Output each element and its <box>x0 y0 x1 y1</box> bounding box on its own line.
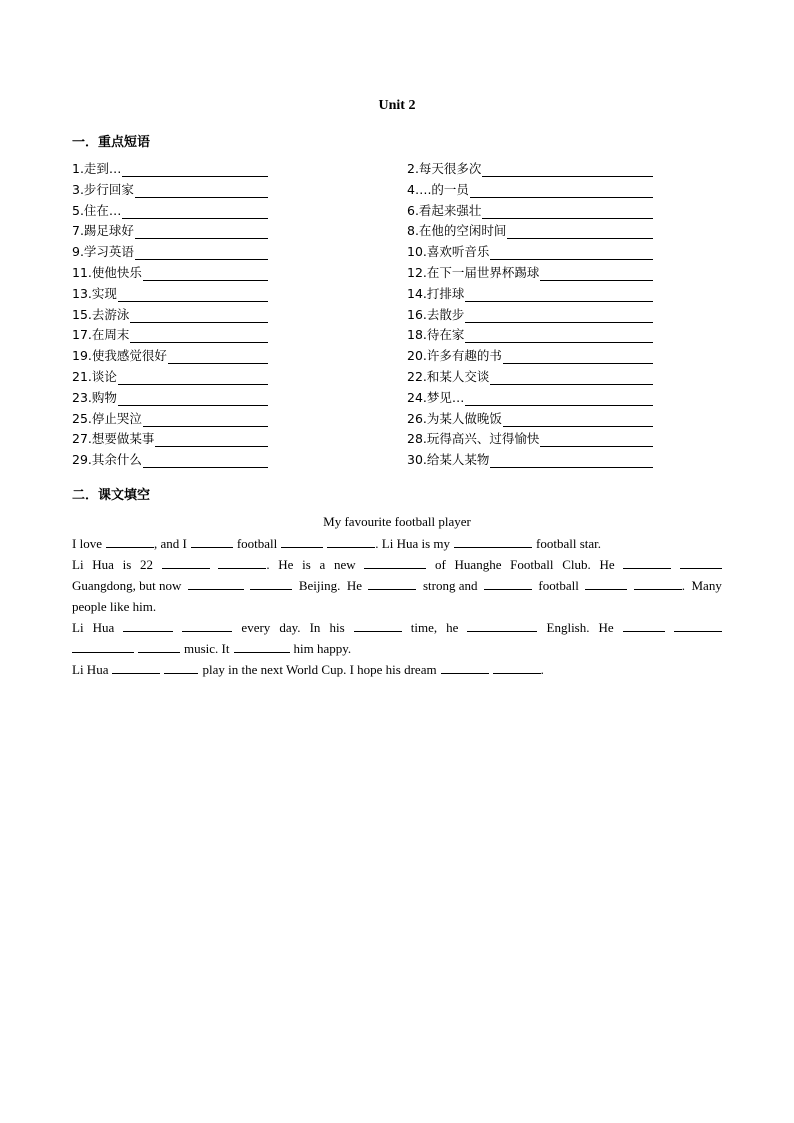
answer-line[interactable] <box>490 453 653 468</box>
phrase-label: 21.谈论 <box>72 368 117 384</box>
phrase-row <box>72 264 662 285</box>
phrase-label: 7.踢足球好 <box>72 223 134 239</box>
answer-line[interactable] <box>122 162 268 177</box>
passage-line-1 <box>72 535 722 553</box>
phrase-item <box>407 222 653 239</box>
answer-blank[interactable] <box>364 556 426 569</box>
phrase-label: 24.梦见… <box>407 389 465 405</box>
answer-line[interactable] <box>540 432 653 447</box>
phrase-label: 1.走到… <box>72 161 122 176</box>
answer-blank[interactable] <box>281 535 323 548</box>
phrase-label: 8.在他的空闲时间 <box>407 223 507 239</box>
phrase-label: 20.许多有趣的书 <box>407 348 502 364</box>
answer-line[interactable] <box>118 391 268 406</box>
passage-text: he <box>446 620 459 635</box>
passage-text: Hua <box>92 620 115 635</box>
passage-line-4 <box>72 598 722 616</box>
answer-blank[interactable] <box>454 535 532 548</box>
phrase-label: 26.为某人做晚饭 <box>407 410 502 426</box>
passage-text: Club. <box>562 557 591 572</box>
phrase-item <box>72 347 268 364</box>
passage-text: . Li Hua is my <box>375 536 451 551</box>
phrase-item <box>407 389 653 406</box>
phrase-item <box>72 285 268 302</box>
answer-blank[interactable] <box>112 661 160 674</box>
passage-text: Football <box>510 557 554 572</box>
phrase-item <box>407 264 653 281</box>
answer-line[interactable] <box>135 245 268 260</box>
section-heading-phrases: 一．重点短语 <box>72 135 151 150</box>
answer-line[interactable] <box>168 349 268 364</box>
answer-blank[interactable] <box>674 619 722 632</box>
answer-line[interactable] <box>465 391 653 406</box>
passage-text: his <box>329 620 345 635</box>
passage-text: He <box>599 557 615 572</box>
answer-blank[interactable] <box>162 556 210 569</box>
answer-line[interactable] <box>143 412 268 427</box>
phrase-item <box>407 368 653 385</box>
phrase-item <box>72 181 268 198</box>
answer-blank[interactable] <box>441 661 489 674</box>
phrase-label: 22.和某人交谈 <box>407 368 490 384</box>
passage-text: football <box>236 536 278 551</box>
phrase-item <box>72 368 268 385</box>
passage-text: I love <box>72 536 102 551</box>
phrase-row <box>72 430 662 451</box>
passage-text: him happy. <box>293 641 352 656</box>
passage-text: English. <box>546 620 590 635</box>
phrase-label: 15.去游泳 <box>72 306 130 322</box>
passage-line-6 <box>72 640 722 658</box>
phrase-label: 13.实现 <box>72 285 117 301</box>
answer-line[interactable] <box>130 308 268 323</box>
phrase-item <box>407 347 653 364</box>
phrase-label: 30.给某人某物 <box>407 452 490 468</box>
answer-blank[interactable] <box>164 661 198 674</box>
answer-line[interactable] <box>118 287 268 302</box>
passage-text: . <box>266 557 270 572</box>
passage-text: new <box>333 557 356 572</box>
phrase-row <box>72 202 662 223</box>
passage-text: strong and <box>422 578 478 593</box>
passage-text: He <box>598 620 614 635</box>
phrase-label: 28.玩得高兴、过得愉快 <box>407 431 540 447</box>
passage-text: Guangdong, but now <box>72 578 182 593</box>
passage-line-7 <box>72 661 722 679</box>
passage-text: Hua <box>92 557 114 572</box>
section-heading-cloze: 二．课文填空 <box>72 488 151 503</box>
phrase-row <box>72 306 662 327</box>
phrase-item <box>407 306 653 323</box>
phrase-row <box>72 389 662 410</box>
answer-line[interactable] <box>490 370 653 385</box>
passage-text: Li <box>72 557 84 572</box>
phrase-label: 10.喜欢听音乐 <box>407 244 490 260</box>
answer-blank[interactable] <box>623 556 671 569</box>
phrase-item <box>407 451 653 468</box>
answer-line[interactable] <box>135 183 268 198</box>
answer-line[interactable] <box>540 266 653 281</box>
phrase-item <box>72 160 268 177</box>
phrase-item <box>72 306 268 323</box>
passage-line-5 <box>72 619 722 637</box>
phrase-item <box>72 222 268 239</box>
answer-blank[interactable] <box>327 535 375 548</box>
phrase-row <box>72 347 662 368</box>
answer-line[interactable] <box>135 224 268 239</box>
phrase-label: 11.使他快乐 <box>72 264 142 280</box>
phrase-label: 2.每天很多次 <box>407 161 482 176</box>
answer-blank[interactable] <box>484 577 532 590</box>
passage-text: every <box>241 620 271 635</box>
passage-text: He <box>278 557 294 572</box>
passage-text: of <box>435 557 446 572</box>
answer-line[interactable] <box>503 412 653 427</box>
answer-blank[interactable] <box>123 619 173 632</box>
phrase-item <box>72 430 268 447</box>
phrase-item <box>72 451 268 468</box>
answer-blank[interactable] <box>623 619 665 632</box>
answer-line[interactable] <box>482 204 653 219</box>
phrase-item <box>407 326 653 343</box>
answer-line[interactable] <box>143 453 268 468</box>
phrase-label: 14.打排球 <box>407 285 465 301</box>
phrase-item <box>72 202 268 219</box>
phrase-item <box>407 285 653 302</box>
phrase-item <box>407 202 653 219</box>
page-title: Unit 2 <box>378 98 416 113</box>
answer-blank[interactable] <box>634 577 682 590</box>
answer-line[interactable] <box>122 204 268 219</box>
answer-line[interactable] <box>130 328 268 343</box>
passage-text: , and I <box>153 536 187 551</box>
passage-text: In <box>309 620 321 635</box>
passage-line-2 <box>72 556 722 574</box>
answer-line[interactable] <box>470 183 653 198</box>
passage-title: My favourite football player <box>323 514 471 529</box>
phrase-item <box>407 243 653 260</box>
phrase-label: 16.去散步 <box>407 306 465 322</box>
passage-text: a <box>319 557 326 572</box>
answer-blank[interactable] <box>354 619 402 632</box>
passage-text: Li <box>72 620 84 635</box>
answer-line[interactable] <box>143 266 268 281</box>
answer-blank[interactable] <box>72 640 134 653</box>
answer-blank[interactable] <box>234 640 290 653</box>
phrase-label: 18.待在家 <box>407 327 465 343</box>
passage-text: Beijing. <box>298 578 341 593</box>
phrase-label: 25.停止哭泣 <box>72 410 142 426</box>
phrase-label: 27.想要做某事 <box>72 431 155 447</box>
phrase-label: 23.购物 <box>72 389 117 405</box>
phrase-row <box>72 160 662 181</box>
phrase-row <box>72 181 662 202</box>
phrase-label: 3.步行回家 <box>72 181 134 197</box>
answer-line[interactable] <box>155 432 268 447</box>
phrase-label: 17.在周末 <box>72 327 130 343</box>
passage-text: Many <box>691 578 722 593</box>
phrase-row <box>72 285 662 306</box>
phrase-label: 6.看起来强壮 <box>407 202 482 218</box>
passage-text: play in the next World Cup. I hope his dream <box>202 662 437 677</box>
passage-text: football <box>538 578 579 593</box>
answer-blank[interactable] <box>218 556 266 569</box>
answer-line[interactable] <box>507 224 653 239</box>
phrase-row <box>72 326 662 347</box>
passage-text: music. It <box>184 641 230 656</box>
answer-line[interactable] <box>482 162 653 177</box>
phrase-item <box>407 410 653 427</box>
phrase-label: 4….的一员 <box>407 181 469 197</box>
answer-blank[interactable] <box>138 640 180 653</box>
phrase-row <box>72 222 662 243</box>
phrase-item <box>72 264 268 281</box>
phrase-item <box>72 410 268 427</box>
answer-blank[interactable] <box>106 535 154 548</box>
answer-blank[interactable] <box>368 577 416 590</box>
phrase-label: 12.在下一届世界杯踢球 <box>407 264 540 280</box>
answer-blank[interactable] <box>182 619 232 632</box>
answer-blank[interactable] <box>188 577 244 590</box>
phrase-row <box>72 368 662 389</box>
passage-text: day. <box>279 620 301 635</box>
answer-line[interactable] <box>118 370 268 385</box>
phrase-label: 9.学习英语 <box>72 244 134 260</box>
answer-line[interactable] <box>465 308 653 323</box>
passage-text: Huanghe <box>454 557 502 572</box>
answer-blank[interactable] <box>680 556 722 569</box>
answer-blank[interactable] <box>250 577 292 590</box>
passage-text: 22 <box>139 557 153 572</box>
passage-text: He <box>346 578 362 593</box>
answer-blank[interactable] <box>585 577 627 590</box>
phrase-row <box>72 243 662 264</box>
answer-blank[interactable] <box>191 535 233 548</box>
phrase-row <box>72 451 662 472</box>
answer-blank[interactable] <box>493 661 541 674</box>
answer-blank[interactable] <box>467 619 537 632</box>
phrase-item <box>407 160 653 177</box>
passage-text: . <box>540 662 544 677</box>
phrase-item <box>407 430 653 447</box>
passage-text: is <box>302 557 311 572</box>
passage-text: is <box>122 557 132 572</box>
phrase-list <box>72 160 662 472</box>
phrase-label: 19.使我感觉很好 <box>72 348 167 364</box>
phrase-item <box>72 389 268 406</box>
answer-line[interactable] <box>503 349 653 364</box>
phrase-label: 29.其余什么 <box>72 452 142 468</box>
phrase-label: 5.住在… <box>72 202 122 218</box>
passage-text: people like him. <box>72 599 157 614</box>
answer-line[interactable] <box>465 287 653 302</box>
passage-text: . <box>681 578 686 593</box>
answer-line[interactable] <box>465 328 653 343</box>
passage-line-3 <box>72 577 722 595</box>
phrase-item <box>72 243 268 260</box>
phrase-row <box>72 410 662 431</box>
phrase-item <box>72 326 268 343</box>
passage-text: Li Hua <box>72 662 109 677</box>
answer-line[interactable] <box>490 245 653 260</box>
passage-text: football star. <box>536 536 602 551</box>
phrase-item <box>407 181 653 198</box>
passage-text: time, <box>410 620 438 635</box>
